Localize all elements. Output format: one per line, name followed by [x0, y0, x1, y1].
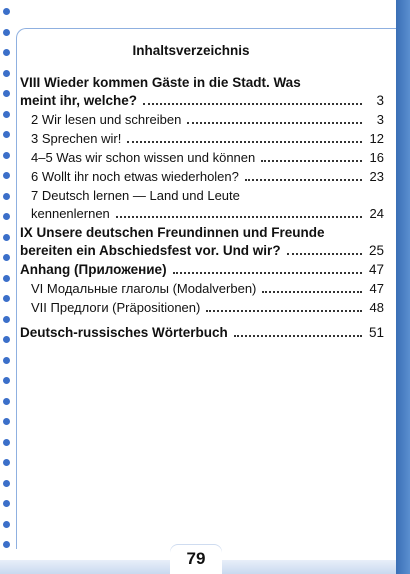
toc-page-number: 25 [368, 243, 384, 258]
dot-leader [116, 216, 362, 218]
toc-page-number: 23 [369, 169, 384, 184]
dot-leader [127, 141, 362, 143]
dotted-margin-decoration [0, 0, 12, 574]
margin-dot [3, 500, 10, 507]
toc-entry-text: kennenlernen [31, 206, 110, 221]
margin-dot [3, 336, 10, 343]
table-of-contents [20, 74, 384, 343]
toc-entry [20, 149, 384, 167]
toc-entry [20, 299, 384, 317]
toc-entry [20, 130, 384, 148]
dot-leader [143, 103, 362, 105]
toc-page-number: 24 [369, 206, 384, 221]
toc-entry-text: VII Предлоги (Präpositionen) [31, 300, 201, 315]
margin-dot [3, 131, 10, 138]
toc-title: Inhaltsverzeichnis [132, 43, 250, 58]
margin-dot [3, 29, 10, 36]
dot-leader [187, 122, 362, 124]
toc-page-number: 16 [369, 150, 384, 165]
dot-leader [206, 310, 362, 312]
margin-dot [3, 254, 10, 261]
margin-dot [3, 357, 10, 364]
dot-leader [262, 291, 362, 293]
toc-entry-text: IX Unsere deutschen Freundinnen und Freunde [20, 225, 325, 240]
dot-leader [261, 160, 362, 162]
dot-leader [245, 179, 362, 181]
dot-leader [234, 335, 362, 337]
margin-dot [3, 90, 10, 97]
toc-entry [20, 74, 384, 110]
toc-entry-text: bereiten ein Abschiedsfest vor. Und wir? [20, 243, 281, 258]
margin-dot [3, 541, 10, 548]
toc-page-number: 47 [369, 281, 384, 296]
toc-page-number: 3 [376, 112, 384, 127]
margin-dot [3, 111, 10, 118]
margin-dot [3, 521, 10, 528]
margin-dot [3, 213, 10, 220]
toc-entry-text: 2 Wir lesen und schreiben [31, 112, 182, 127]
toc-entry [20, 168, 384, 186]
margin-dot [3, 172, 10, 179]
toc-page-number: 48 [369, 300, 384, 315]
margin-dot [3, 8, 10, 15]
toc-entry-text: Anhang (Приложение) [20, 262, 167, 277]
toc-page-number: 12 [369, 131, 384, 146]
dot-leader [173, 272, 362, 274]
margin-dot [3, 480, 10, 487]
margin-dot [3, 439, 10, 446]
toc-entry [20, 324, 384, 342]
margin-dot [3, 295, 10, 302]
book-edge [396, 0, 410, 574]
toc-entry-text: VIII Wieder kommen Gäste in die Stadt. Was [20, 75, 301, 90]
toc-page-number: 51 [368, 325, 384, 340]
toc-entry-text: Deutsch-russisches Wörterbuch [20, 325, 228, 340]
toc-entry [20, 111, 384, 129]
toc-entry-text: 3 Sprechen wir! [31, 131, 122, 146]
toc-entry [20, 280, 384, 298]
margin-dot [3, 70, 10, 77]
toc-entry-text: 7 Deutsch lernen — Land und Leute [31, 188, 240, 203]
toc-entry [20, 224, 384, 260]
margin-dot [3, 152, 10, 159]
margin-dot [3, 377, 10, 384]
toc-entry-text: 4–5 Was wir schon wissen und können [31, 150, 256, 165]
toc-entry-text: 6 Wollt ihr noch etwas wiederholen? [31, 169, 239, 184]
toc-entry-text: meint ihr, welche? [20, 93, 138, 108]
toc-entry [20, 187, 384, 223]
page-number: 79 [186, 549, 206, 568]
toc-entry [20, 261, 384, 279]
dot-leader [287, 253, 362, 255]
toc-entry-text: VI Модальные глаголы (Modalverben) [31, 281, 257, 296]
margin-dot [3, 398, 10, 405]
toc-page-number: 3 [376, 93, 384, 108]
toc-page-number: 47 [368, 262, 384, 277]
margin-dot [3, 234, 10, 241]
margin-dot [3, 316, 10, 323]
page-number-tab [170, 545, 222, 574]
margin-dot [3, 275, 10, 282]
margin-dot [3, 418, 10, 425]
margin-dot [3, 459, 10, 466]
margin-dot [3, 193, 10, 200]
